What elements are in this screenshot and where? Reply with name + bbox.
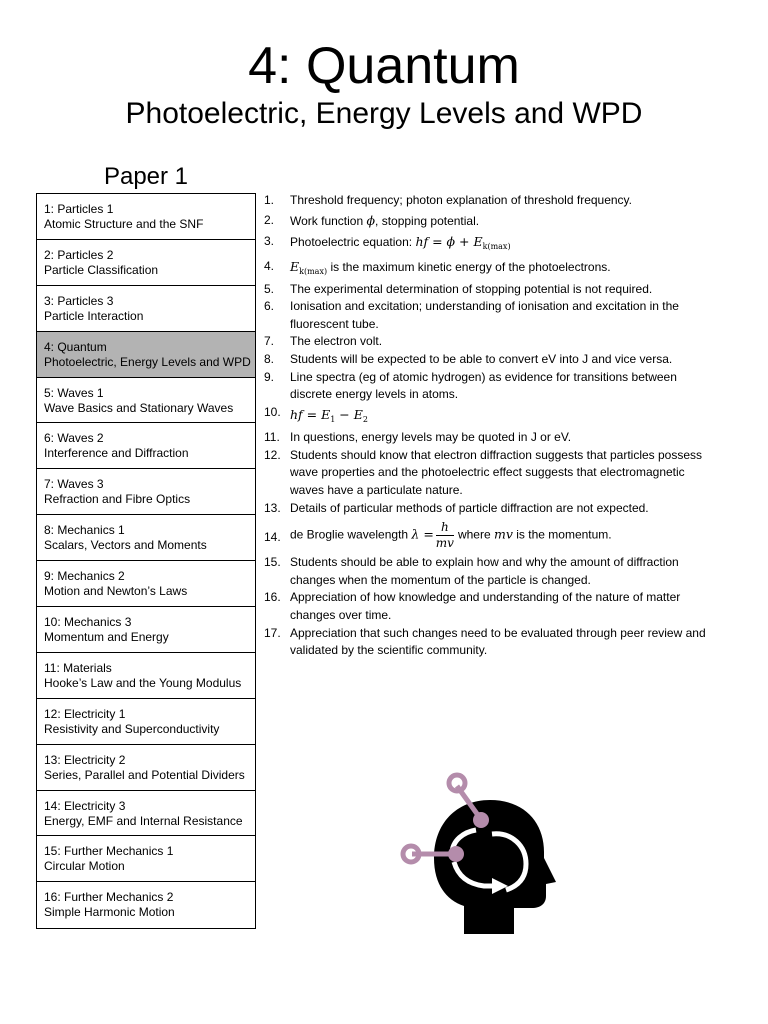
- topic-number-label: 14: Electricity 3: [44, 798, 126, 813]
- topic-number-label: 11: Materials: [44, 660, 112, 675]
- topic-title-label: Circular Motion: [44, 859, 125, 874]
- spec-item-11: 11. In questions, energy levels may be quoted in J or eV.: [264, 430, 572, 445]
- topic-list: [36, 193, 256, 929]
- topic-number-label: 16: Further Mechanics 2: [44, 890, 174, 905]
- spec-item-17: 17. Appreciation that such changes need to be evaluated through peer review and validated by the scientific community.: [264, 625, 706, 658]
- spec-item-15: 15. Students should be able to explain how and why the amount of diffraction changes when the momentum of the particle is changed.: [264, 555, 679, 587]
- spec-item-9: 9. Line spectra (eg of atomic hydrogen) as evidence for transitions between discrete energy levels in atoms.: [264, 369, 677, 402]
- page-title: 4: Quantum: [248, 37, 520, 95]
- topic-item[interactable]: [37, 332, 255, 378]
- topic-number-label: 12: Electricity 1: [44, 706, 126, 721]
- topic-number-label: 13: Electricity 2: [44, 752, 126, 767]
- topic-number-label: 3: Particles 3: [44, 293, 114, 308]
- spec-item-3: 3. Photoelectric equation: hf = $\phi + E_{k(max)}$: [264, 233, 511, 251]
- topic-title-label: Atomic Structure and the SNF: [44, 217, 204, 231]
- topic-title-label: Interference and Diffraction: [44, 446, 189, 461]
- topic-title-label: Particle Interaction: [44, 308, 144, 323]
- topic-title-label: Energy, EMF and Internal Resistance: [44, 813, 243, 828]
- topic-item[interactable]: [37, 378, 255, 424]
- spec-item-5: 5. The experimental determination of stopping potential is not required.: [264, 281, 653, 296]
- spec-item-7: 7. The electron volt.: [264, 334, 383, 349]
- topic-item[interactable]: [37, 561, 255, 607]
- spec-item-10: 10. hf = $E_1 - E_2$: [264, 404, 368, 424]
- topic-title-label: Refraction and Fibre Optics: [44, 492, 191, 507]
- topic-title-label: Wave Basics and Stationary Waves: [44, 400, 234, 415]
- topic-number-label: 9: Mechanics 2: [44, 569, 125, 584]
- topic-item[interactable]: [37, 653, 255, 699]
- topic-title-label: Series, Parallel and Potential Dividers: [44, 767, 245, 782]
- topic-number-label: 5: Waves 1: [44, 385, 104, 400]
- topic-title-label: Particle Classification: [44, 262, 159, 277]
- head-circuit-icon: [394, 766, 566, 938]
- spec-item-13: 13. Details of particular methods of particle diffraction are not expected.: [264, 500, 649, 515]
- topic-title-label: Scalars, Vectors and Moments: [44, 538, 207, 553]
- specification-list: [264, 192, 712, 660]
- topic-item[interactable]: [37, 423, 255, 469]
- spec-item-6: 6. Ionisation and excitation; understanding of ionisation and excitation in the fluorescent tube.: [264, 299, 679, 331]
- topic-title-label: Photoelectric, Energy Levels and WPD: [44, 354, 251, 369]
- spec-item-8: 8. Students will be expected to be able to convert eV into J and vice versa.: [264, 351, 673, 366]
- topic-item[interactable]: [37, 469, 255, 515]
- topic-title-label: Simple Harmonic Motion: [44, 905, 175, 920]
- spec-item-16: 16. Appreciation of how knowledge and understanding of the nature of matter changes over time.: [264, 590, 681, 623]
- topic-title-label: Hooke’s Law and the Young Modulus: [44, 675, 242, 690]
- topic-item[interactable]: [37, 882, 255, 928]
- topic-item[interactable]: [37, 240, 255, 286]
- topic-number-label: 4: Quantum: [44, 339, 107, 354]
- topic-title-label: Motion and Newton’s Laws: [44, 584, 188, 599]
- page-subtitle: Photoelectric, Energy Levels and WPD: [125, 97, 643, 130]
- topic-item[interactable]: [37, 699, 255, 745]
- topic-item[interactable]: [37, 515, 255, 561]
- topic-item[interactable]: [37, 607, 255, 653]
- topic-item[interactable]: [37, 745, 255, 791]
- spec-item-4: 4. $E_{k(max)}$ is the maximum kinetic energy of the photoelectrons.: [264, 258, 611, 276]
- topic-number-label: 1: Particles 1: [44, 202, 114, 216]
- spec-item-14: 14. de Broglie wavelength λ = $\frac{h}{mv}$ where mv is the momentum.: [264, 520, 612, 551]
- topic-item[interactable]: [37, 194, 255, 240]
- spec-item-2: 2. Work function ϕ, stopping potential.: [264, 212, 480, 228]
- topic-number-label: 6: Waves 2: [44, 431, 104, 446]
- topic-item[interactable]: [37, 836, 255, 882]
- topic-number-label: 8: Mechanics 1: [44, 523, 125, 538]
- topic-title-label: Resistivity and Superconductivity: [44, 721, 220, 736]
- topic-item[interactable]: [37, 791, 255, 837]
- topic-title-label: Momentum and Energy: [44, 630, 169, 645]
- de-broglie-fraction: $\frac{h}{mv}$: [435, 520, 454, 551]
- topic-number-label: 7: Waves 3: [44, 477, 104, 492]
- spec-item-12: 12. Students should know that electron diffraction suggests that particles possess wave properties and the photoelectric effect suggests that electromagnetic waves have a particulate nature.: [264, 447, 703, 498]
- spec-item-1: 1. Threshold frequency; photon explanation of threshold frequency.: [264, 193, 632, 207]
- topic-number-label: 10: Mechanics 3: [44, 615, 132, 630]
- topic-number-label: 2: Particles 2: [44, 247, 114, 262]
- section-heading: Paper 1: [103, 163, 189, 190]
- topic-item[interactable]: [37, 286, 255, 332]
- topic-number-label: 15: Further Mechanics 1: [44, 844, 174, 859]
